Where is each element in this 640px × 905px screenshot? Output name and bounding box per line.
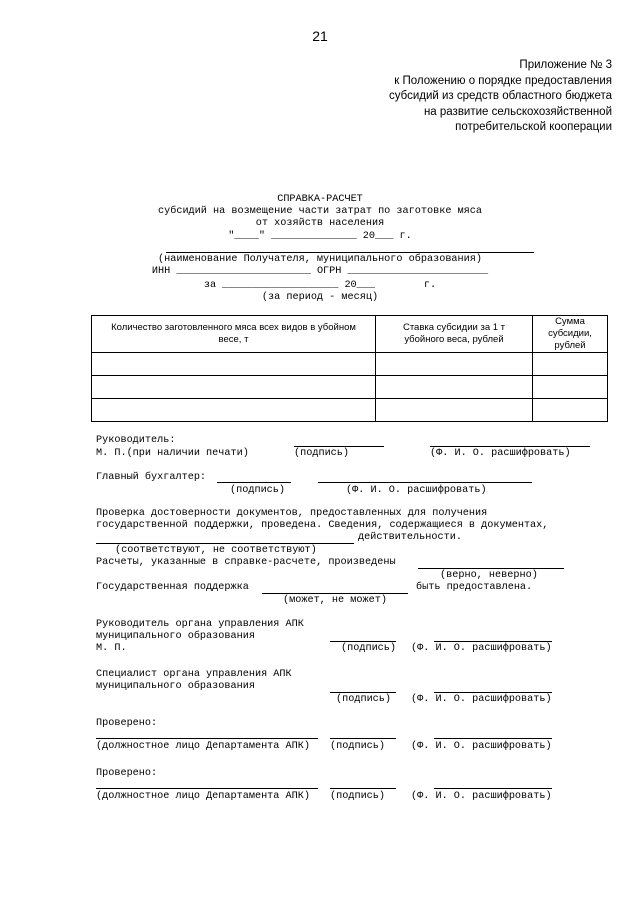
page-number: 21 (312, 28, 328, 44)
form-subtitle: субсидий на возмещение части затрат по заготовке мяса (157, 206, 482, 217)
official-caption: (должностное лицо Департамента АПК) (96, 741, 310, 752)
table-cell[interactable] (533, 399, 608, 422)
signature-caption: (подпись) (294, 448, 350, 459)
compliance-line (96, 543, 354, 544)
apk-specialist-label: Специалист органа управления АПК (96, 669, 292, 680)
name-caption: (Ф. И. О. расшифровать) (411, 741, 552, 752)
head-signature-line (294, 446, 384, 447)
appendix-line: субсидий из средств областного бюджета (388, 90, 612, 102)
head-name-line (430, 446, 590, 447)
table-row (92, 353, 608, 376)
appendix-title: Приложение № 3 (519, 59, 612, 71)
table-cell[interactable] (92, 399, 376, 422)
apk-specialist-signature-line (330, 692, 396, 693)
official-caption: (должностное лицо Департамента АПК) (96, 791, 310, 802)
signature-caption: (подпись) (230, 485, 286, 496)
apk-head-name-line (434, 641, 552, 642)
signature-caption: (подпись) (330, 741, 386, 752)
head-mp: М. П.(при наличии печати) (96, 448, 249, 459)
table-cell[interactable] (376, 353, 533, 376)
compliance-caption: (соответствуют, не соответствуют) (115, 545, 317, 556)
chief-accountant-label: Главный бухгалтер: (96, 472, 207, 483)
appendix-line: к Положению о порядке предоставления (394, 74, 612, 87)
signature-caption: (подпись) (330, 791, 386, 802)
table-cell[interactable] (533, 353, 608, 376)
support-caption: (может, не может) (283, 595, 387, 606)
accountant-name-line (318, 482, 532, 483)
official-name-line (434, 788, 552, 789)
recipient-name-line (166, 252, 534, 253)
table-cell[interactable] (376, 399, 533, 422)
checked-label: Проверено: (96, 768, 158, 779)
subsidy-table (91, 315, 608, 422)
official-signature-line (330, 738, 396, 739)
support-text: Государственная поддержка (96, 582, 249, 593)
table-cell[interactable] (376, 376, 533, 399)
recipient-caption: (наименование Получателя, муниципального образования) (157, 254, 482, 265)
check-text: действительности. (358, 532, 462, 543)
support-text: быть предоставлена. (416, 582, 533, 593)
check-text: государственной поддержки, проведена. Сведения, содержащиеся в документах, (96, 520, 549, 531)
calc-caption: (верно, неверно) (440, 570, 538, 581)
official-line (96, 738, 318, 739)
head-label: Руководитель: (96, 435, 176, 446)
table-row (92, 376, 608, 399)
apk-head-label: Руководитель органа управления АПК (96, 619, 304, 630)
table-header-row (92, 316, 608, 353)
official-line (96, 788, 318, 789)
apk-specialist-name-line (434, 692, 552, 693)
apk-head-label: муниципального образования (96, 631, 255, 642)
form-title: СПРАВКА-РАСЧЕТ (277, 194, 363, 205)
table-cell[interactable] (92, 353, 376, 376)
inn-ogrn-line: ИНН ______________________ ОГРН _______________________ (151, 266, 489, 277)
name-caption: (Ф. И. О. расшифровать) (411, 643, 552, 654)
calc-text: Расчеты, указанные в справке-расчете, произведены (96, 557, 396, 568)
apk-specialist-label: муниципального образования (96, 681, 255, 692)
signature-caption: (подпись) (341, 643, 397, 654)
table-row (92, 399, 608, 422)
date-line: "____" ______________ 20___ г. (228, 231, 412, 242)
table-cell[interactable] (92, 376, 376, 399)
calc-line (418, 568, 564, 569)
period-line: за ___________________ 20___ г. (203, 280, 437, 291)
check-text: Проверка достоверности документов, предоставленных для получения (96, 508, 488, 519)
column-header: Сумма субсидии, рублей (533, 316, 608, 353)
column-header: Ставка субсидии за 1 т убойного веса, рублей (376, 316, 533, 353)
name-caption: (Ф. И. О. расшифровать) (430, 448, 571, 459)
apk-head-mp: М. П. (96, 643, 127, 654)
name-caption: (Ф. И. О. расшифровать) (346, 485, 487, 496)
appendix-header (389, 58, 612, 136)
appendix-line: потребительской кооперации (455, 121, 612, 133)
column-header: Количество заготовленного мяса всех видов в убойном весе, т (92, 316, 376, 353)
accountant-signature-line (217, 482, 291, 483)
checked-label: Проверено: (96, 718, 158, 729)
name-caption: (Ф. И. О. расшифровать) (411, 791, 552, 802)
form-subtitle: от хозяйств населения (255, 218, 385, 229)
support-line (262, 593, 408, 594)
signature-caption: (подпись) (336, 694, 392, 705)
apk-head-signature-line (330, 641, 396, 642)
name-caption: (Ф. И. О. расшифровать) (411, 694, 552, 705)
table-cell[interactable] (533, 376, 608, 399)
period-caption: (за период - месяц) (261, 292, 379, 303)
official-name-line (434, 738, 552, 739)
appendix-line: на развитие сельскохозяйственной (423, 105, 612, 118)
official-signature-line (330, 788, 396, 789)
